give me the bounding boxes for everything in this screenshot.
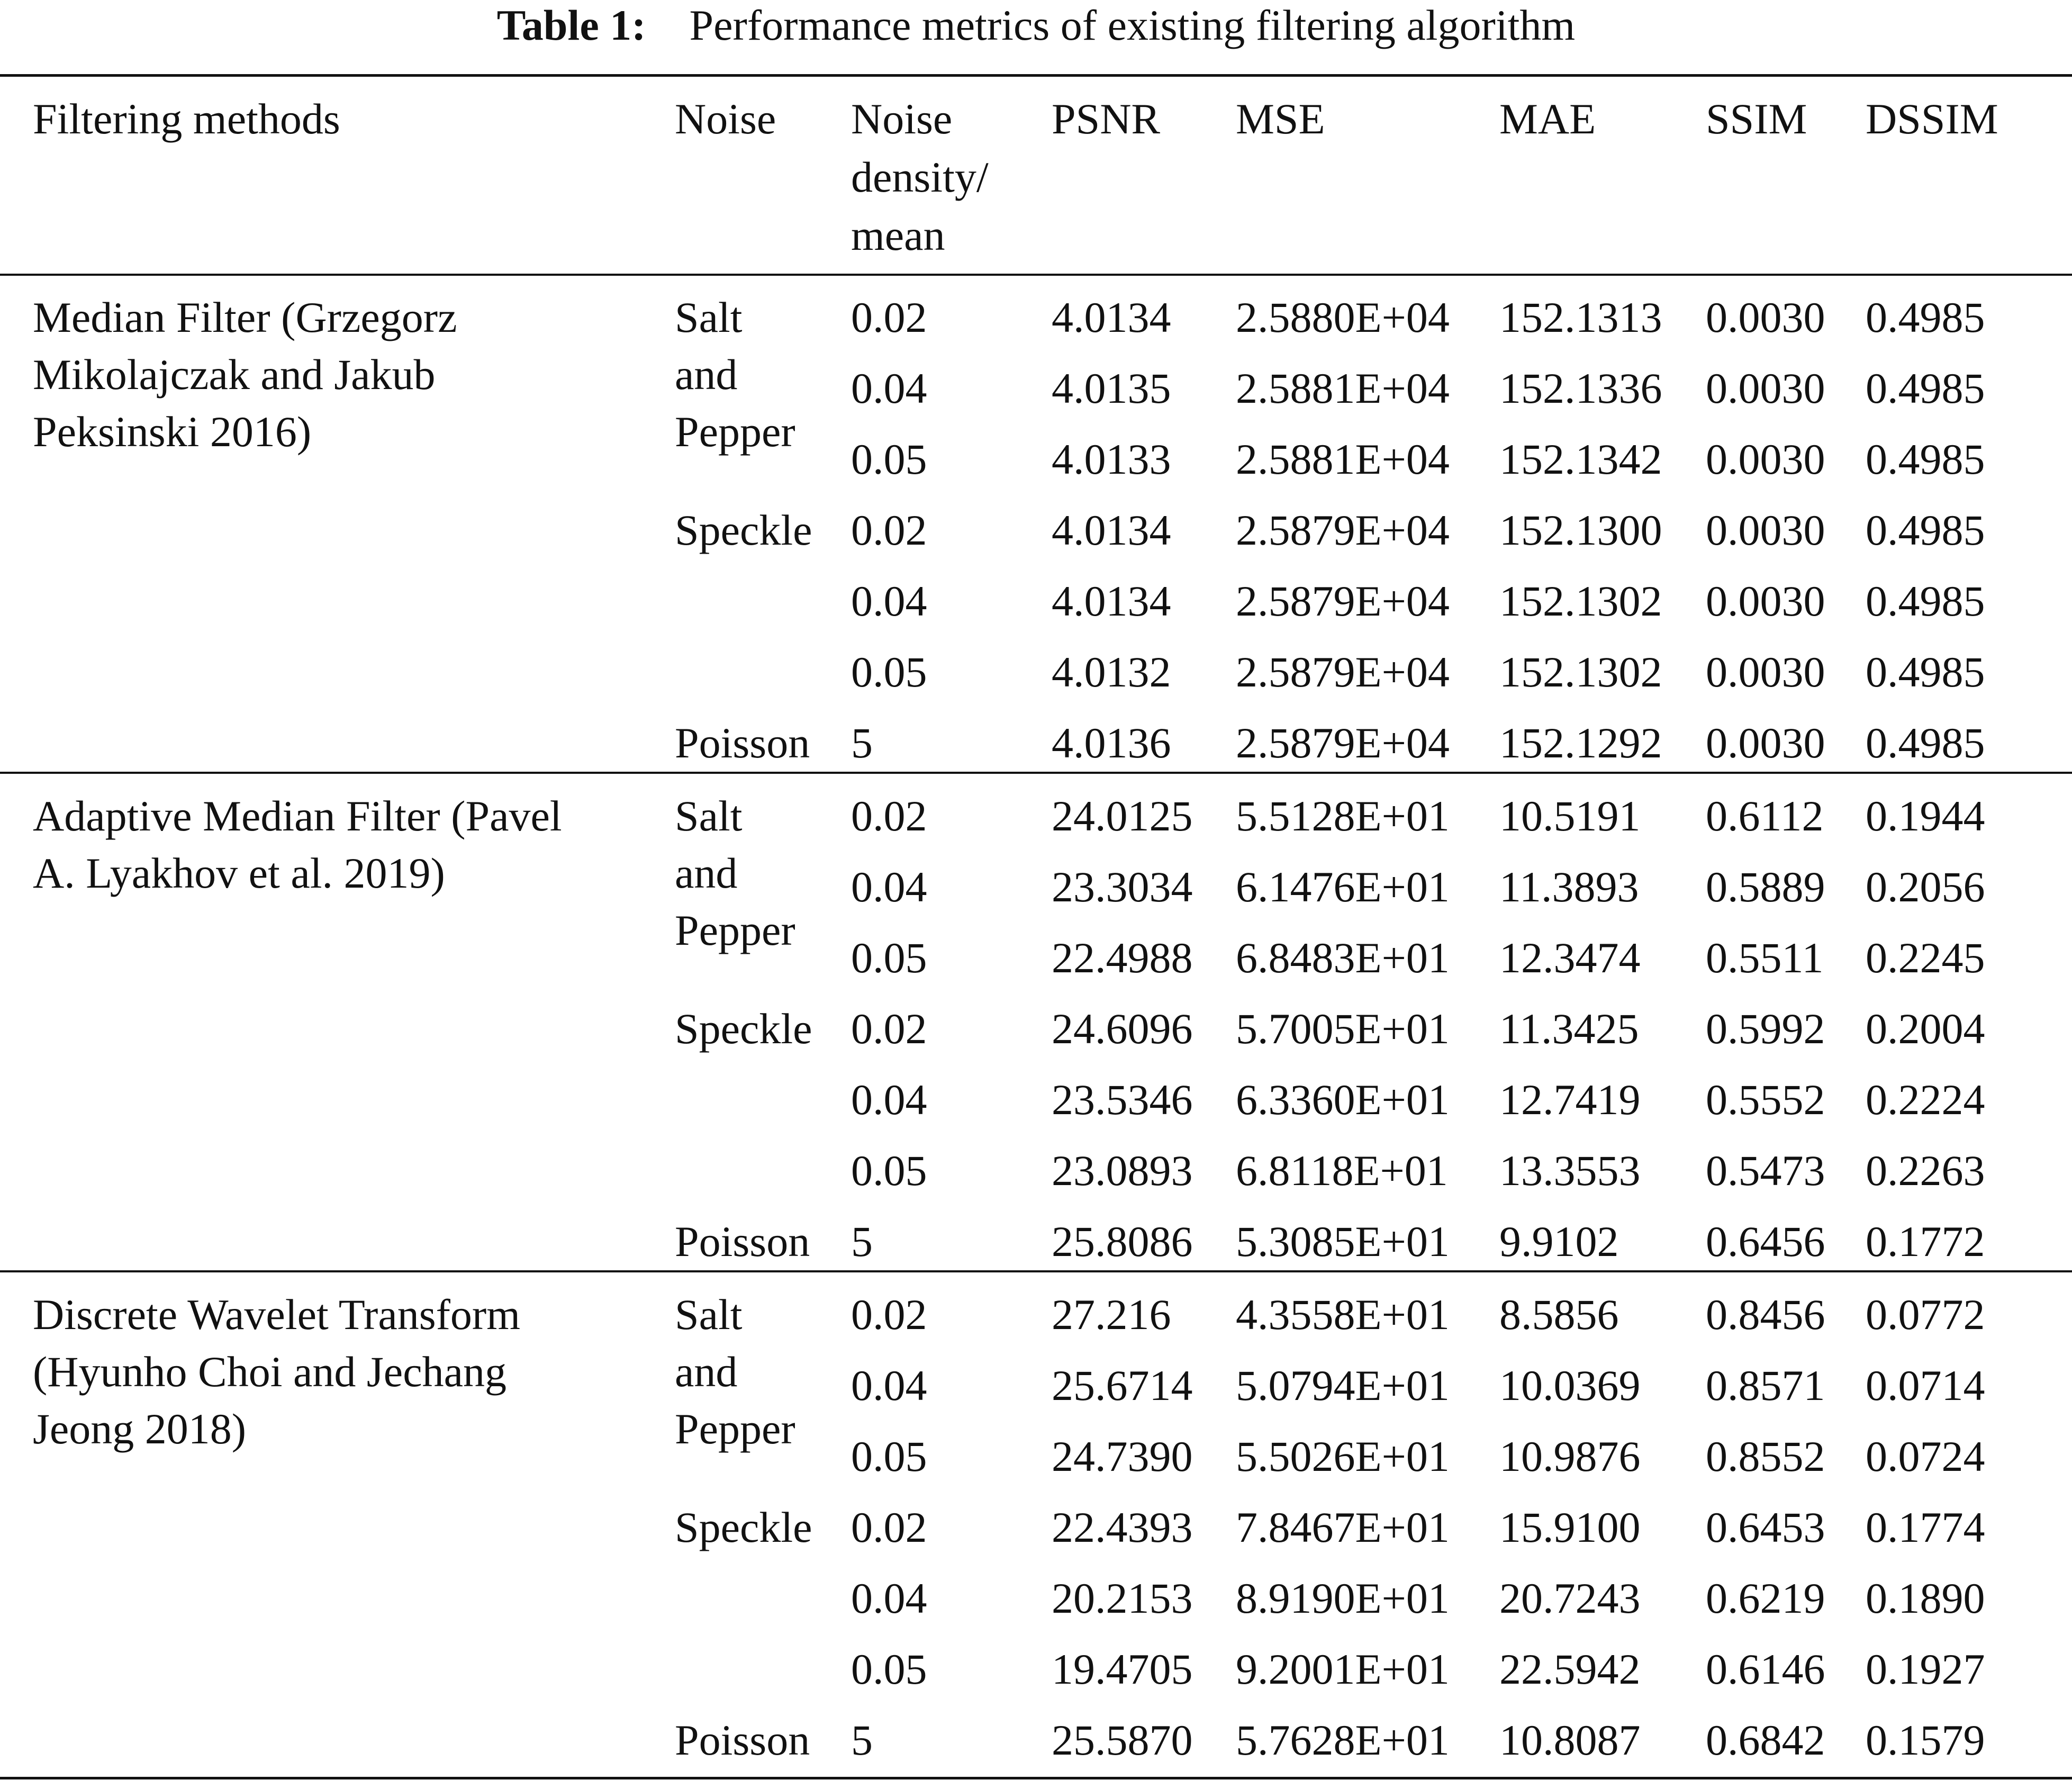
table-cell: 0.0772 bbox=[1866, 1290, 1985, 1339]
table-cell: 0.1774 bbox=[1866, 1503, 1985, 1551]
table-cell: 0.2263 bbox=[1866, 1146, 1985, 1195]
header-noise-density-line-1: Noise bbox=[851, 95, 953, 143]
table-cell: 9.2001E+01 bbox=[1236, 1645, 1450, 1693]
table-cell: 5.7005E+01 bbox=[1236, 1005, 1450, 1053]
table-cell: 0.04 bbox=[851, 863, 927, 911]
header-rule bbox=[0, 274, 2072, 276]
table-cell: 0.8571 bbox=[1706, 1361, 1825, 1409]
table-cell: 0.0030 bbox=[1706, 293, 1825, 341]
table-cell: 0.05 bbox=[851, 1432, 927, 1480]
header-mse: MSE bbox=[1236, 95, 1325, 143]
table-cell: 10.5191 bbox=[1499, 792, 1641, 840]
table-cell: 0.5992 bbox=[1706, 1005, 1825, 1053]
table-cell: 2.5881E+04 bbox=[1236, 435, 1450, 483]
table-cell: 0.6456 bbox=[1706, 1217, 1825, 1266]
group-2-method-line-2: A. Lyakhov et al. 2019) bbox=[33, 849, 445, 897]
table-cell: 24.6096 bbox=[1052, 1005, 1193, 1053]
table-cell: 0.1579 bbox=[1866, 1716, 1985, 1764]
table-cell: 24.7390 bbox=[1052, 1432, 1193, 1480]
group-2-noise-poisson: Poisson bbox=[675, 1217, 810, 1266]
table-cell: 20.2153 bbox=[1052, 1574, 1193, 1622]
group-divider-1 bbox=[0, 772, 2072, 774]
table-cell: 7.8467E+01 bbox=[1236, 1503, 1450, 1551]
table-cell: 11.3893 bbox=[1499, 863, 1639, 911]
table-cell: 10.0369 bbox=[1499, 1361, 1641, 1409]
table-cell: 0.8456 bbox=[1706, 1290, 1825, 1339]
table-cell: 0.4985 bbox=[1866, 435, 1985, 483]
table-cell: 0.1890 bbox=[1866, 1574, 1985, 1622]
table-cell: 0.05 bbox=[851, 934, 927, 982]
table-cell: 0.5889 bbox=[1706, 863, 1825, 911]
table-cell: 22.4393 bbox=[1052, 1503, 1193, 1551]
table-cell: 19.4705 bbox=[1052, 1645, 1193, 1693]
table-cell: 0.6146 bbox=[1706, 1645, 1825, 1693]
table-cell: 0.05 bbox=[851, 1146, 927, 1195]
group-2-noise-and: and bbox=[675, 849, 738, 897]
header-psnr: PSNR bbox=[1052, 95, 1161, 143]
table-cell: 8.9190E+01 bbox=[1236, 1574, 1450, 1622]
table-cell: 152.1313 bbox=[1499, 293, 1662, 341]
table-cell: 6.3360E+01 bbox=[1236, 1076, 1450, 1124]
header-noise-density-line-2: density/ bbox=[851, 153, 989, 201]
table-cell: 0.05 bbox=[851, 1645, 927, 1693]
table-cell: 0.6219 bbox=[1706, 1574, 1825, 1622]
group-1-method-line-1: Median Filter (Grzegorz bbox=[33, 293, 457, 341]
table-cell: 25.8086 bbox=[1052, 1217, 1193, 1266]
table-cell: 6.8483E+01 bbox=[1236, 934, 1450, 982]
table-cell: 20.7243 bbox=[1499, 1574, 1641, 1622]
table-cell: 0.02 bbox=[851, 293, 927, 341]
table-cell: 152.1292 bbox=[1499, 719, 1662, 767]
table-cell: 0.4985 bbox=[1866, 577, 1985, 625]
header-ssim: SSIM bbox=[1706, 95, 1807, 143]
group-2-noise-speckle: Speckle bbox=[675, 1005, 812, 1053]
table-caption bbox=[0, 0, 2072, 58]
table-cell: 23.5346 bbox=[1052, 1076, 1193, 1124]
table-cell: 2.5879E+04 bbox=[1236, 719, 1450, 767]
table-cell: 6.8118E+01 bbox=[1236, 1146, 1448, 1195]
table-cell: 10.9876 bbox=[1499, 1432, 1641, 1480]
table-cell: 0.0030 bbox=[1706, 648, 1825, 696]
table-cell: 0.2224 bbox=[1866, 1076, 1985, 1124]
table-cell: 0.6112 bbox=[1706, 792, 1824, 840]
group-2-noise-pepper: Pepper bbox=[675, 906, 795, 954]
table-cell: 0.4985 bbox=[1866, 364, 1985, 412]
table-cell: 5.5128E+01 bbox=[1236, 792, 1450, 840]
table-cell: 4.0134 bbox=[1052, 506, 1171, 554]
table-cell: 0.4985 bbox=[1866, 506, 1985, 554]
table-cell: 4.0134 bbox=[1052, 293, 1171, 341]
table-cell: 0.5552 bbox=[1706, 1076, 1825, 1124]
table-caption-label: Table 1: bbox=[496, 1, 646, 49]
table-cell: 12.3474 bbox=[1499, 934, 1641, 982]
table-cell: 0.0030 bbox=[1706, 364, 1825, 412]
table-cell: 25.6714 bbox=[1052, 1361, 1193, 1409]
header-noise: Noise bbox=[675, 95, 776, 143]
table-cell: 0.4985 bbox=[1866, 719, 1985, 767]
table-cell: 8.5856 bbox=[1499, 1290, 1619, 1339]
table-cell: 0.02 bbox=[851, 792, 927, 840]
table-cell: 0.0030 bbox=[1706, 719, 1825, 767]
table-cell: 5.3085E+01 bbox=[1236, 1217, 1450, 1266]
group-2-method-line-1: Adaptive Median Filter (Pavel bbox=[33, 792, 562, 840]
table-cell: 0.04 bbox=[851, 1574, 927, 1622]
header-mae: MAE bbox=[1499, 95, 1596, 143]
header-filtering-methods: Filtering methods bbox=[33, 95, 340, 143]
table-cell: 0.2004 bbox=[1866, 1005, 1985, 1053]
group-3-noise-salt: Salt bbox=[675, 1290, 743, 1339]
table-cell: 152.1342 bbox=[1499, 435, 1662, 483]
group-3-method-line-1: Discrete Wavelet Transform bbox=[33, 1290, 521, 1339]
table-cell: 0.04 bbox=[851, 577, 927, 625]
table-cell: 0.04 bbox=[851, 1361, 927, 1409]
table-cell: 152.1300 bbox=[1499, 506, 1662, 554]
table-cell: 5 bbox=[851, 1217, 873, 1266]
table-cell: 4.0133 bbox=[1052, 435, 1171, 483]
table-cell: 5.7628E+01 bbox=[1236, 1716, 1450, 1764]
table-cell: 0.0030 bbox=[1706, 577, 1825, 625]
group-2-noise-salt: Salt bbox=[675, 792, 743, 840]
group-1-method-line-2: Mikolajczak and Jakub bbox=[33, 350, 436, 399]
table-cell: 11.3425 bbox=[1499, 1005, 1639, 1053]
table-top-rule bbox=[0, 74, 2072, 77]
group-3-noise-pepper: Pepper bbox=[675, 1405, 795, 1453]
table-cell: 23.3034 bbox=[1052, 863, 1193, 911]
table-cell: 0.0030 bbox=[1706, 506, 1825, 554]
group-1-noise-salt: Salt bbox=[675, 293, 743, 341]
table-cell: 0.1927 bbox=[1866, 1645, 1985, 1693]
table-cell: 4.0136 bbox=[1052, 719, 1171, 767]
table-cell: 5.5026E+01 bbox=[1236, 1432, 1450, 1480]
table-cell: 0.5473 bbox=[1706, 1146, 1825, 1195]
table-cell: 0.02 bbox=[851, 1005, 927, 1053]
header-dssim: DSSIM bbox=[1866, 95, 1998, 143]
table-cell: 4.0134 bbox=[1052, 577, 1171, 625]
table-cell: 0.4985 bbox=[1866, 648, 1985, 696]
table-cell: 0.04 bbox=[851, 364, 927, 412]
table-cell: 4.0135 bbox=[1052, 364, 1171, 412]
table-cell: 5.0794E+01 bbox=[1236, 1361, 1450, 1409]
table-cell: 0.2245 bbox=[1866, 934, 1985, 982]
group-3-noise-and: and bbox=[675, 1348, 738, 1396]
table-cell: 0.0714 bbox=[1866, 1361, 1985, 1409]
group-1-noise-poisson: Poisson bbox=[675, 719, 810, 767]
group-3-method-line-2: (Hyunho Choi and Jechang bbox=[33, 1348, 506, 1396]
table-cell: 0.6842 bbox=[1706, 1716, 1825, 1764]
table-cell: 0.05 bbox=[851, 648, 927, 696]
table-cell: 0.0724 bbox=[1866, 1432, 1985, 1480]
table-cell: 0.02 bbox=[851, 1290, 927, 1339]
table-cell: 24.0125 bbox=[1052, 792, 1193, 840]
table-cell: 0.05 bbox=[851, 435, 927, 483]
group-1-noise-and: and bbox=[675, 350, 738, 399]
table-cell: 0.4985 bbox=[1866, 293, 1985, 341]
group-3-noise-speckle: Speckle bbox=[675, 1503, 812, 1551]
table-cell: 25.5870 bbox=[1052, 1716, 1193, 1764]
table-cell: 152.1336 bbox=[1499, 364, 1662, 412]
table-cell: 2.5880E+04 bbox=[1236, 293, 1450, 341]
group-1-noise-speckle: Speckle bbox=[675, 506, 812, 554]
table-cell: 6.1476E+01 bbox=[1236, 863, 1450, 911]
group-divider-2 bbox=[0, 1270, 2072, 1272]
table-cell: 0.8552 bbox=[1706, 1432, 1825, 1480]
table-cell: 22.5942 bbox=[1499, 1645, 1641, 1693]
table-cell: 2.5879E+04 bbox=[1236, 577, 1450, 625]
table-cell: 2.5879E+04 bbox=[1236, 506, 1450, 554]
table-cell: 152.1302 bbox=[1499, 648, 1662, 696]
table-cell: 4.0132 bbox=[1052, 648, 1171, 696]
table-cell: 0.02 bbox=[851, 1503, 927, 1551]
table-cell: 9.9102 bbox=[1499, 1217, 1619, 1266]
table-cell: 2.5879E+04 bbox=[1236, 648, 1450, 696]
table-cell: 13.3553 bbox=[1499, 1146, 1641, 1195]
table-cell: 0.1944 bbox=[1866, 792, 1985, 840]
table-cell: 0.2056 bbox=[1866, 863, 1985, 911]
table-cell: 4.3558E+01 bbox=[1236, 1290, 1450, 1339]
table-caption-text: Performance metrics of existing filtering algorithm bbox=[689, 1, 1576, 49]
table-cell: 27.216 bbox=[1052, 1290, 1171, 1339]
group-1-noise-pepper: Pepper bbox=[675, 408, 795, 456]
table-cell: 2.5881E+04 bbox=[1236, 364, 1450, 412]
table-cell: 0.0030 bbox=[1706, 435, 1825, 483]
group-3-noise-poisson: Poisson bbox=[675, 1716, 810, 1764]
table-cell: 23.0893 bbox=[1052, 1146, 1193, 1195]
table-cell: 22.4988 bbox=[1052, 934, 1193, 982]
table-cell: 12.7419 bbox=[1499, 1076, 1641, 1124]
table-cell: 5 bbox=[851, 1716, 873, 1764]
group-3-method-line-3: Jeong 2018) bbox=[33, 1405, 247, 1453]
table-cell: 152.1302 bbox=[1499, 577, 1662, 625]
table-cell: 0.02 bbox=[851, 506, 927, 554]
table-cell: 0.6453 bbox=[1706, 1503, 1825, 1551]
table-cell: 10.8087 bbox=[1499, 1716, 1641, 1764]
table-bottom-rule bbox=[0, 1777, 2072, 1779]
table-cell: 0.1772 bbox=[1866, 1217, 1985, 1266]
table-cell: 5 bbox=[851, 719, 873, 767]
table-cell: 15.9100 bbox=[1499, 1503, 1641, 1551]
header-noise-density-line-3: mean bbox=[851, 211, 945, 259]
group-1-method-line-3: Peksinski 2016) bbox=[33, 408, 312, 456]
table-cell: 0.04 bbox=[851, 1076, 927, 1124]
table-cell: 0.5511 bbox=[1706, 934, 1824, 982]
